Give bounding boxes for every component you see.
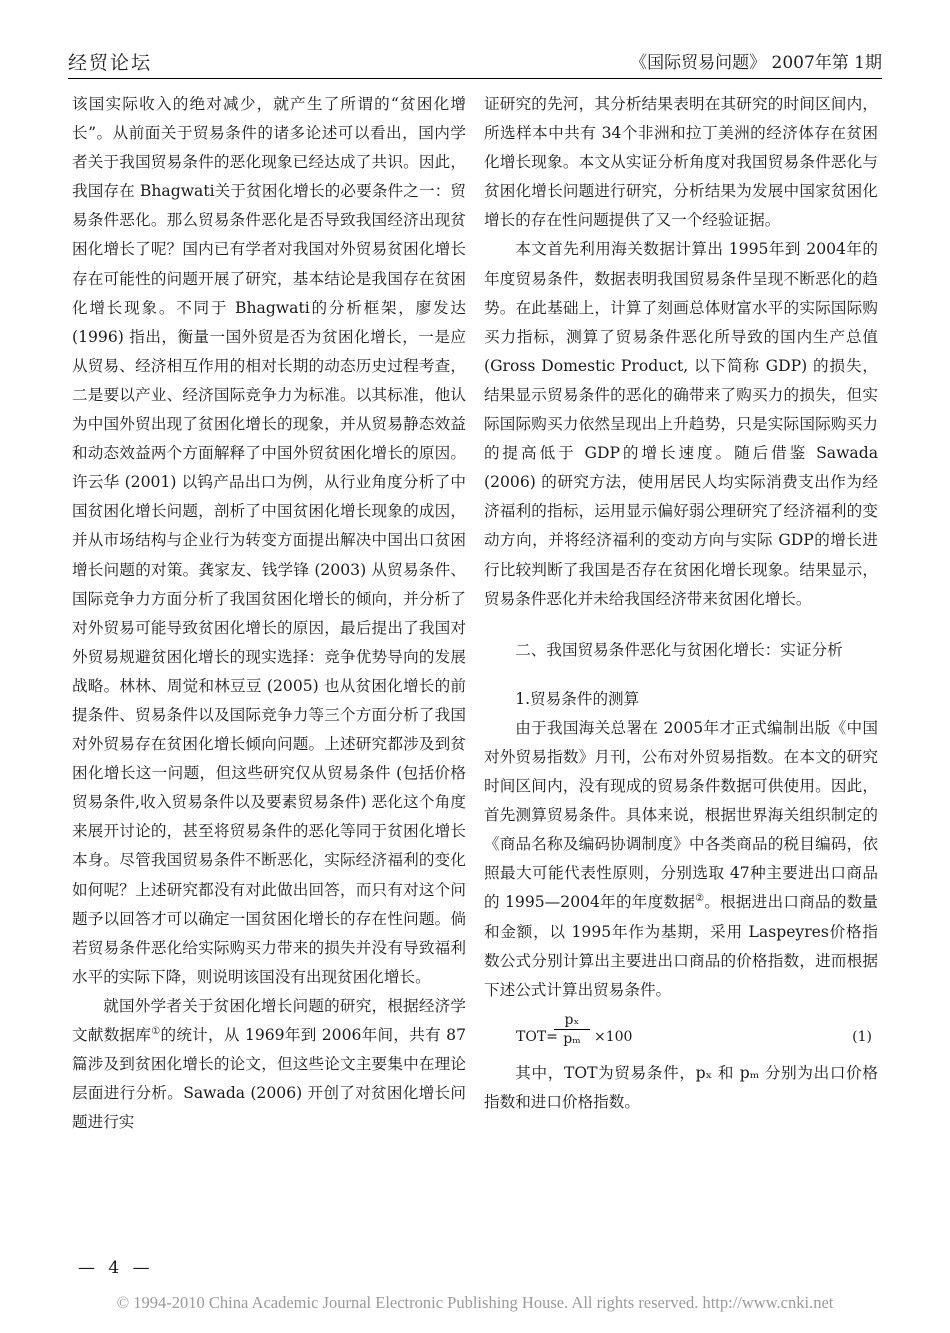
formula-denominator: pₘ: [563, 1030, 581, 1047]
left-paragraph-1: 该国实际收入的绝对减少，就产生了所谓的“贫困化增长”。从前面关于贸易条件的诸多论述可以看出，国内学者关于我国贸易条件的恶化现象已经达成了共识。因此，我国存在 Bhagwati关于贫困化增长的必要条件之一：贸易条件恶化。那么贸易条件恶化是否导致我国经济出现贫困化增长了呢？国内已有学者对我国对外贸易贫困化增长存在可能性的问题开展了研究，基本结论是我国存在贫困化增长现象。不同于 Bhagwati的分析框架，廖发达 (1996) 指出，衡量一国外贸是否为贫困化增长，一是应从贸易、经济相互作用的相对长期的动态历史过程考查，二是要以产业、经济国际竞争力为标准。以其标准，他认为中国外贸出现了贫困化增长的现象，并从贸易静态效益和动态效益两个方面解释了中国外贸贫困化增长的原因。许云华 (2001) 以钨产品出口为例，从行业角度分析了中国贫困化增长问题，剖析了中国贫困化增长现象的成因，并从市场结构与企业行为转变方面提出解决中国出口贫困增长问题的对策。龚家友、钱学锋 (2003) 从贸易条件、国际竞争力方面分析了我国贫困化增长的倾向，并分析了对外贸易可能导致贫困化增长的原因，最后提出了我国对外贸易规避贫困化增长的现实选择：竞争优势导向的发展战略。林林、周觉和林豆豆 (2005) 也从贫困化增长的前提条件、贸易条件以及国际竞争力等三个方面分析了我国对外贸易存在贫困化增长倾向问题。上述研究都涉及到贫困化增长这一问题，但这些研究仅从贸易条件 (包括价格贸易条件,收入贸易条件以及要素贸易条件) 恶化这个角度来展开讨论的，甚至将贸易条件的恶化等同于贫困化增长本身。尽管我国贸易条件不断恶化，实际经济福利的变化如何呢？上述研究都没有对此做出回答，而只有对这个问题予以回答才可以确定一国贫困化增长的存在性问题。倘若贸易条件恶化给实际购买力带来的损失并没有导致福利水平的实际下降，则说明该国没有出现贫困化增长。: [72, 95, 466, 986]
formula-fraction: [554, 1011, 590, 1048]
right-column: [484, 90, 878, 1117]
left-paragraph-2-text-b: 的统计，从 1969年到 2006年间，共有 87篇涉及到贫困化增长的论文，但这些论文主要集中在理论层面进行分析。Sawada (2006) 开创了对贫困化增长问题进行实: [72, 1026, 466, 1132]
footnote-2-marker[interactable]: ②: [695, 893, 705, 905]
section-heading: 二、我国贸易条件恶化与贫困化增长：实证分析: [515, 640, 843, 659]
copyright-watermark: © 1994-2010 China Academic Journal Electronic Publishing House. All rights reserved. http://www.cnki.net: [116, 1293, 834, 1312]
left-paragraph-2-text-a: 就国外学者关于贫困化增长问题的研究，根据经济学文献数据库: [72, 996, 466, 1044]
right-paragraph-4: 其中，TOT为贸易条件，pₓ 和 pₘ 分别为出口价格指数和进口价格指数。: [484, 1063, 878, 1111]
page-number: — 4 —: [78, 1258, 154, 1278]
left-paragraph-2: [72, 992, 466, 1137]
formula-rhs: ×100: [594, 1028, 633, 1045]
running-header: [68, 44, 882, 79]
footnote-1-marker[interactable]: ①: [151, 1025, 161, 1037]
equation-number: (1): [852, 1028, 872, 1045]
formula-numerator: pₓ: [554, 1011, 590, 1030]
formula-lhs: TOT=: [516, 1028, 558, 1045]
right-paragraph-3-text-b: 。根据进出口商品的数量和金额，以 1995年作为基期，采用 Laspeyres价格指数公式分别计算出主要进出口商品的价格指数，进而根据下述公式计算出贸易条件。: [484, 893, 878, 999]
right-paragraph-2: 本文首先利用海关数据计算出 1995年到 2004年的年度贸易条件，数据表明我国贸易条件呈现不断恶化的趋势。在此基础上，计算了刻画总体财富水平的实际国际购买力指标，测算了贸易条件恶化所导致的国内生产总值 (Gross Domestic Product, 以下简称 GDP) 的损失，结果显示贸易条件的恶化的确带来了购买力的损失，但实际国际购买力依然呈现出上升趋势，只是实际国际购买力的提高低于 GDP的增长速度。随后借鉴 Sawada (2006) 的研究方法，使用居民人均实际消费支出作为经济福利的指标，运用显示偏好弱公理研究了经济福利的变动方向，并将经济福利的变动方向与实际 GDP的增长进行比较判断了我国是否存在贫困化增长现象。结果显示，贸易条件恶化并未给我国经济带来贫困化增长。: [484, 240, 878, 608]
left-column: [72, 90, 466, 1137]
right-paragraph-3: [484, 714, 878, 1005]
journal-issue: 《国际贸易问题》 2007年第 1期: [630, 53, 882, 73]
subsection-heading: 1.贸易条件的测算: [515, 689, 640, 708]
right-paragraph-1: 证研究的先河，其分析结果表明在其研究的时间区间内，所选样本中共有 34个非洲和拉丁美洲的经济体存在贫困化增长现象。本文从实证分析角度对我国贸易条件恶化与贫困化增长问题进行研究，分析结果为发展中国家贫困化增长的存在性问题提供了又一个经验证据。: [484, 95, 878, 230]
section-label: 经贸论坛: [68, 52, 153, 74]
tot-formula: [484, 1011, 878, 1057]
right-paragraph-3-text-a: 由于我国海关总署在 2005年才正式编制出版《中国对外贸易指数》月刊，公布对外贸易指数。在本文的研究时间区间内，没有现成的贸易条件数据可供使用。因此，首先测算贸易条件。具体来说，根据世界海关组织制定的《商品名称及编码协调制度》中各类商品的税目编码，依照最大可能代表性原则，分别选取 47种主要进出口商品的 1995—2004年的年度数据: [484, 718, 878, 912]
